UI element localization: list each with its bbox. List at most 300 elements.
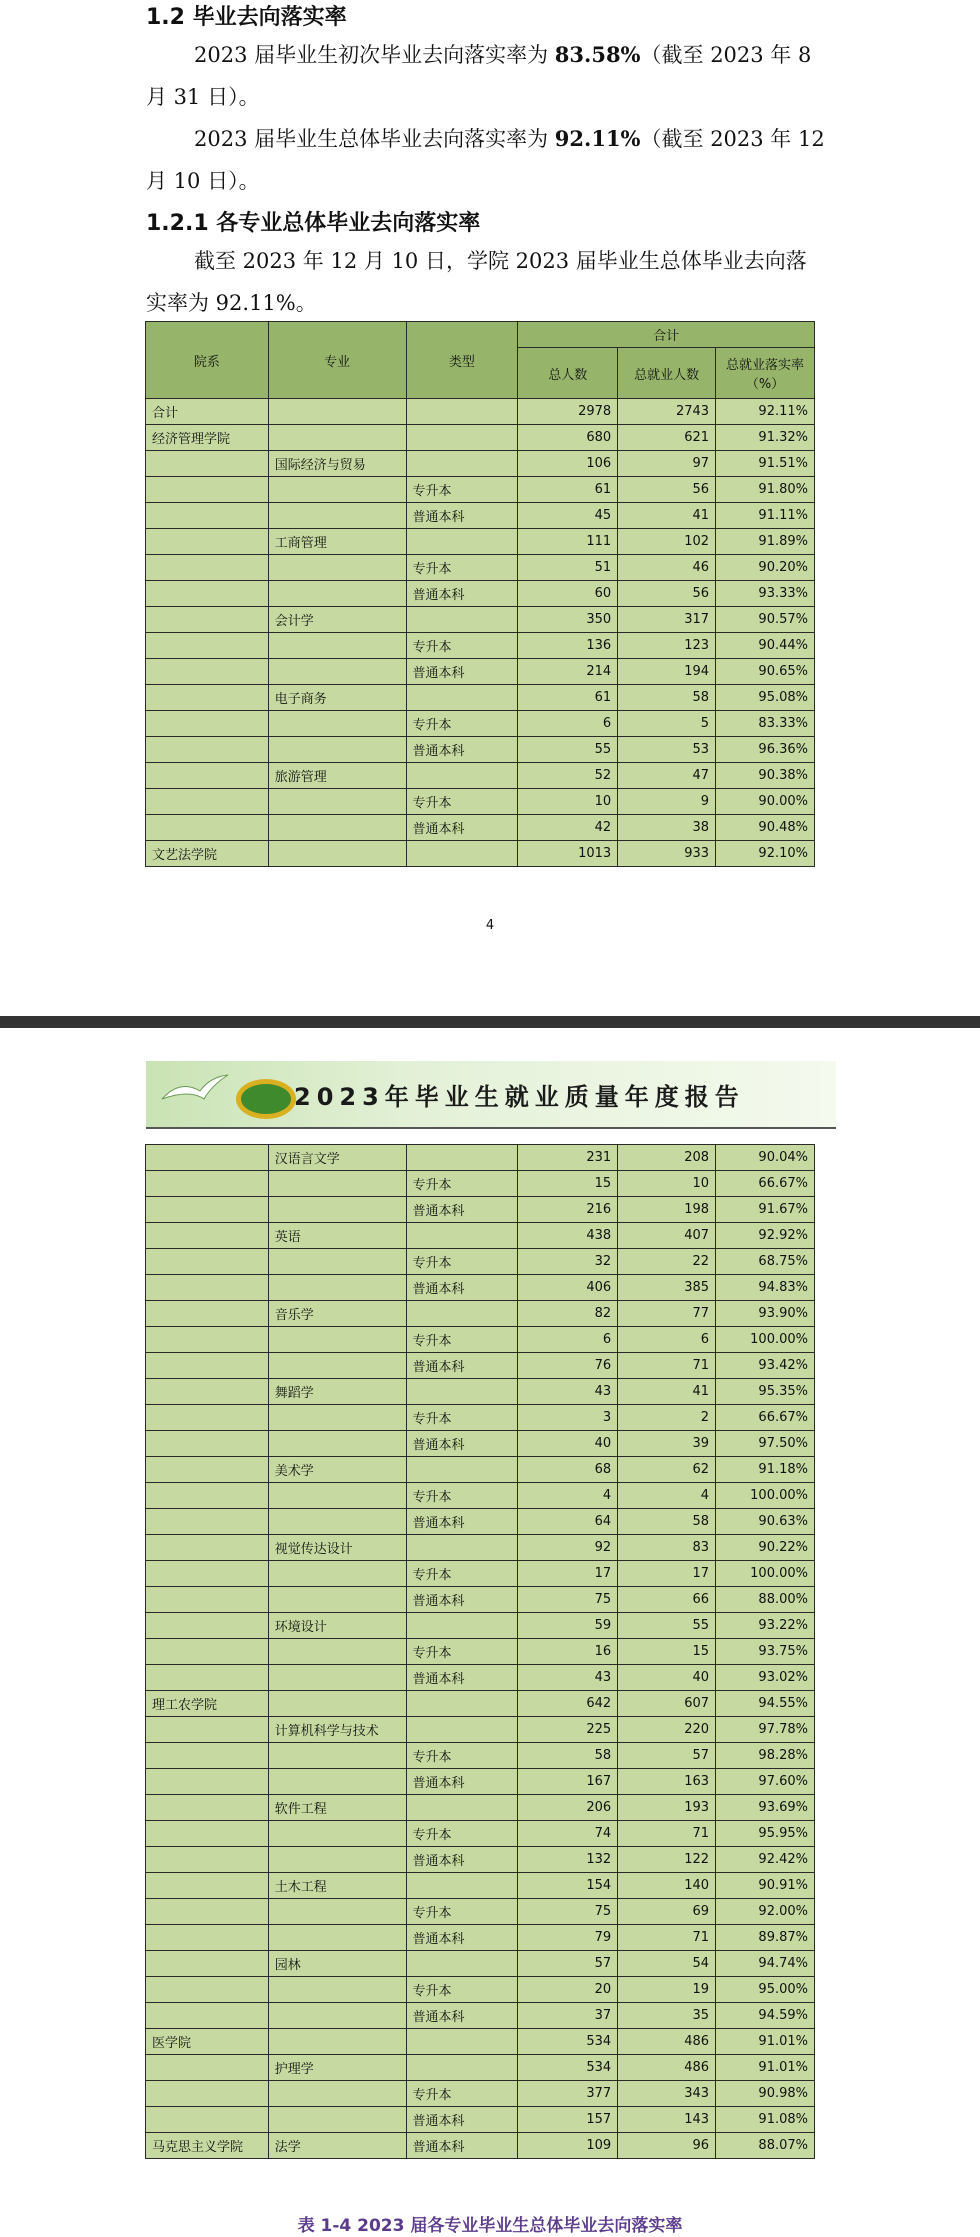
table-row: [146, 1301, 815, 1327]
cell-rate: 88.07%: [716, 2133, 815, 2159]
cell-college: [146, 1847, 269, 1873]
cell-type: [406, 1795, 518, 1821]
cell-type: [406, 607, 518, 633]
cell-rate: 90.04%: [716, 1145, 815, 1171]
cell-college: [146, 477, 269, 503]
cell-total: 42: [518, 815, 618, 841]
cell-type: 专升本: [406, 789, 518, 815]
cell-employed: 208: [618, 1145, 716, 1171]
cell-type: 专升本: [406, 1483, 518, 1509]
cell-type: 专升本: [406, 1639, 518, 1665]
cell-major: 音乐学: [268, 1301, 406, 1327]
cell-major: [268, 1665, 406, 1691]
cell-type: [406, 2029, 518, 2055]
table-row: [146, 2107, 815, 2133]
cell-total: 225: [518, 1717, 618, 1743]
cell-rate: 90.38%: [716, 763, 815, 789]
cell-major: 土木工程: [268, 1873, 406, 1899]
cell-total: 40: [518, 1431, 618, 1457]
cell-rate: 100.00%: [716, 1483, 815, 1509]
table-row: [146, 451, 815, 477]
cell-major: [268, 555, 406, 581]
cell-college: [146, 1509, 269, 1535]
cell-major: 英语: [268, 1223, 406, 1249]
cell-rate: 96.36%: [716, 737, 815, 763]
cell-major: 视觉传达设计: [268, 1535, 406, 1561]
bird-icon: [160, 1069, 230, 1109]
cell-rate: 91.67%: [716, 1197, 815, 1223]
cell-type: 普通本科: [406, 1587, 518, 1613]
table-row: [146, 1951, 815, 1977]
cell-major: [268, 2003, 406, 2029]
banner-title: 2023年毕业生就业质量年度报告: [294, 1083, 745, 1111]
cell-college: [146, 2107, 269, 2133]
cell-total: 10: [518, 789, 618, 815]
cell-major: 汉语言文学: [268, 1145, 406, 1171]
cell-major: [268, 789, 406, 815]
cell-type: 普通本科: [406, 1509, 518, 1535]
col-header-college: 院系: [146, 322, 269, 399]
cell-college: [146, 607, 269, 633]
initial-rate-paragraph: [146, 34, 826, 118]
cell-type: [406, 1873, 518, 1899]
cell-type: 普通本科: [406, 2107, 518, 2133]
cell-rate: 93.33%: [716, 581, 815, 607]
cell-employed: 385: [618, 1275, 716, 1301]
cell-type: 专升本: [406, 1743, 518, 1769]
cell-rate: 90.48%: [716, 815, 815, 841]
cell-employed: 54: [618, 1951, 716, 1977]
cell-total: 377: [518, 2081, 618, 2107]
cell-type: 普通本科: [406, 1275, 518, 1301]
para2-text-a: 2023 届毕业生总体毕业去向落实率为: [194, 127, 555, 151]
cell-rate: 91.80%: [716, 477, 815, 503]
cell-college: [146, 1457, 269, 1483]
cell-college: [146, 1639, 269, 1665]
cell-total: 92: [518, 1535, 618, 1561]
table-row: [146, 1145, 815, 1171]
cell-rate: 90.65%: [716, 659, 815, 685]
table-row: [146, 1509, 815, 1535]
cell-college: [146, 2081, 269, 2107]
cell-employed: 39: [618, 1431, 716, 1457]
cell-type: 专升本: [406, 711, 518, 737]
para1-text-a: 2023 届毕业生初次毕业去向落实率为: [194, 43, 555, 67]
table-row: [146, 659, 815, 685]
cell-employed: 66: [618, 1587, 716, 1613]
cell-type: 专升本: [406, 1249, 518, 1275]
cell-total: 59: [518, 1613, 618, 1639]
cell-total: 132: [518, 1847, 618, 1873]
cell-employed: 407: [618, 1223, 716, 1249]
table-row: [146, 789, 815, 815]
cell-rate: 68.75%: [716, 1249, 815, 1275]
cell-total: 438: [518, 1223, 618, 1249]
cell-employed: 140: [618, 1873, 716, 1899]
cell-college: [146, 1717, 269, 1743]
cell-college: [146, 1275, 269, 1301]
para2-text-b: （截至 2023 年 12 月 10 日）。: [146, 127, 825, 193]
cell-major: 旅游管理: [268, 763, 406, 789]
cell-major: [268, 1327, 406, 1353]
table-row: [146, 1405, 815, 1431]
table-row: [146, 2055, 815, 2081]
cell-college: [146, 1743, 269, 1769]
cell-total: 32: [518, 1249, 618, 1275]
cell-college: 理工农学院: [146, 1691, 269, 1717]
cell-employed: 96: [618, 2133, 716, 2159]
cell-total: 43: [518, 1665, 618, 1691]
cell-rate: 95.08%: [716, 685, 815, 711]
table-row: [146, 555, 815, 581]
cell-rate: 95.35%: [716, 1379, 815, 1405]
cell-rate: 91.01%: [716, 2029, 815, 2055]
cell-employed: 71: [618, 1925, 716, 1951]
cell-employed: 10: [618, 1171, 716, 1197]
cell-total: 51: [518, 555, 618, 581]
report-page-5: [0, 1028, 980, 2237]
overall-rate-paragraph: [146, 118, 826, 202]
cell-type: 普通本科: [406, 1197, 518, 1223]
subsection-heading: 1.2.1 各专业总体毕业去向落实率: [146, 211, 481, 236]
cell-rate: 93.90%: [716, 1301, 815, 1327]
cell-total: 406: [518, 1275, 618, 1301]
cell-rate: 98.28%: [716, 1743, 815, 1769]
cell-college: 马克思主义学院: [146, 2133, 269, 2159]
table-row: [146, 1353, 815, 1379]
cell-total: 534: [518, 2029, 618, 2055]
cell-total: 75: [518, 1899, 618, 1925]
cell-employed: 56: [618, 477, 716, 503]
cell-total: 350: [518, 607, 618, 633]
cell-employed: 4: [618, 1483, 716, 1509]
cell-type: 普通本科: [406, 737, 518, 763]
cell-college: [146, 451, 269, 477]
cell-college: [146, 1821, 269, 1847]
cell-college: [146, 1795, 269, 1821]
cell-major: [268, 1483, 406, 1509]
cell-major: [268, 1275, 406, 1301]
table-row: [146, 1925, 815, 1951]
cell-type: [406, 1223, 518, 1249]
cell-total: 15: [518, 1171, 618, 1197]
cell-employed: 69: [618, 1899, 716, 1925]
cell-employed: 122: [618, 1847, 716, 1873]
cell-college: [146, 1665, 269, 1691]
table-row: [146, 1197, 815, 1223]
cell-rate: 91.08%: [716, 2107, 815, 2133]
cell-rate: 91.89%: [716, 529, 815, 555]
cell-type: 专升本: [406, 1899, 518, 1925]
table-row: [146, 1743, 815, 1769]
table-row: [146, 815, 815, 841]
cell-college: [146, 1431, 269, 1457]
cell-rate: 66.67%: [716, 1171, 815, 1197]
overall-rate-value: 92.11%: [554, 126, 641, 151]
cell-total: 17: [518, 1561, 618, 1587]
table-row: [146, 1847, 815, 1873]
cell-employed: 17: [618, 1561, 716, 1587]
cell-employed: 83: [618, 1535, 716, 1561]
section-heading: 1.2 毕业去向落实率: [146, 5, 347, 30]
cell-major: 舞蹈学: [268, 1379, 406, 1405]
cell-college: [146, 2055, 269, 2081]
col-header-employed: 总就业人数: [618, 348, 716, 399]
cell-major: [268, 1405, 406, 1431]
table-row: [146, 1899, 815, 1925]
table-row: [146, 711, 815, 737]
cell-major: [268, 633, 406, 659]
cell-total: 3: [518, 1405, 618, 1431]
table-row: [146, 1275, 815, 1301]
cell-rate: 94.83%: [716, 1275, 815, 1301]
cell-rate: 94.55%: [716, 1691, 815, 1717]
table-row: [146, 607, 815, 633]
table-row: [146, 1379, 815, 1405]
cell-employed: 53: [618, 737, 716, 763]
cell-rate: 92.11%: [716, 399, 815, 425]
table-row: [146, 1561, 815, 1587]
cell-major: [268, 1561, 406, 1587]
table-row: [146, 399, 815, 425]
cell-type: [406, 1457, 518, 1483]
para1-text-b: （截至 2023 年 8 月 31 日）。: [146, 43, 812, 109]
cell-rate: 92.10%: [716, 841, 815, 867]
cell-employed: 46: [618, 555, 716, 581]
cell-total: 680: [518, 425, 618, 451]
cell-major: 国际经济与贸易: [268, 451, 406, 477]
cell-college: 文艺法学院: [146, 841, 269, 867]
cell-employed: 194: [618, 659, 716, 685]
cell-rate: 92.92%: [716, 1223, 815, 1249]
cell-total: 154: [518, 1873, 618, 1899]
table-row: [146, 737, 815, 763]
cell-type: 普通本科: [406, 1847, 518, 1873]
cell-employed: 57: [618, 1743, 716, 1769]
cell-total: 106: [518, 451, 618, 477]
cell-rate: 93.22%: [716, 1613, 815, 1639]
cell-college: [146, 1613, 269, 1639]
cell-total: 61: [518, 477, 618, 503]
cell-college: [146, 763, 269, 789]
cell-college: [146, 633, 269, 659]
cell-rate: 97.50%: [716, 1431, 815, 1457]
cell-type: 普通本科: [406, 2133, 518, 2159]
cell-major: [268, 2029, 406, 2055]
cell-major: 环境设计: [268, 1613, 406, 1639]
cell-type: [406, 451, 518, 477]
cell-total: 109: [518, 2133, 618, 2159]
cell-college: [146, 1379, 269, 1405]
cell-total: 6: [518, 1327, 618, 1353]
cell-college: [146, 1145, 269, 1171]
cell-employed: 220: [618, 1717, 716, 1743]
cell-employed: 102: [618, 529, 716, 555]
cell-major: [268, 1171, 406, 1197]
cell-employed: 486: [618, 2029, 716, 2055]
cell-major: [268, 1431, 406, 1457]
cell-college: [146, 1977, 269, 2003]
cell-total: 534: [518, 2055, 618, 2081]
cell-type: 专升本: [406, 477, 518, 503]
cell-college: [146, 789, 269, 815]
cell-total: 6: [518, 711, 618, 737]
cell-type: 普通本科: [406, 815, 518, 841]
cell-employed: 123: [618, 633, 716, 659]
cell-major: [268, 1691, 406, 1717]
cell-employed: 58: [618, 685, 716, 711]
col-header-rate: 总就业落实率（%）: [716, 348, 815, 399]
initial-rate-value: 83.58%: [554, 42, 641, 67]
cell-college: [146, 1535, 269, 1561]
cell-type: 普通本科: [406, 503, 518, 529]
cell-employed: 97: [618, 451, 716, 477]
cell-rate: 92.42%: [716, 1847, 815, 1873]
cell-college: [146, 737, 269, 763]
cell-rate: 93.69%: [716, 1795, 815, 1821]
cell-total: 642: [518, 1691, 618, 1717]
cell-major: 园林: [268, 1951, 406, 1977]
table-row: [146, 685, 815, 711]
cell-type: 专升本: [406, 1327, 518, 1353]
cell-employed: 343: [618, 2081, 716, 2107]
table-row: [146, 1483, 815, 1509]
table-caption: 表 1-4 2023 届各专业毕业生总体毕业去向落实率: [297, 2216, 683, 2236]
cell-rate: 83.33%: [716, 711, 815, 737]
cell-major: [268, 1821, 406, 1847]
cell-major: [268, 1197, 406, 1223]
cell-total: 216: [518, 1197, 618, 1223]
cell-type: [406, 1145, 518, 1171]
table-row: [146, 1873, 815, 1899]
table-row: [146, 529, 815, 555]
cell-employed: 35: [618, 2003, 716, 2029]
table-row: [146, 425, 815, 451]
cell-major: 护理学: [268, 2055, 406, 2081]
cell-employed: 77: [618, 1301, 716, 1327]
cell-type: 专升本: [406, 555, 518, 581]
cell-major: [268, 581, 406, 607]
cell-type: [406, 685, 518, 711]
cell-rate: 90.00%: [716, 789, 815, 815]
cell-total: 136: [518, 633, 618, 659]
summary-paragraph: [146, 240, 826, 324]
col-header-major: 专业: [268, 322, 406, 399]
cell-major: [268, 1509, 406, 1535]
cell-total: 52: [518, 763, 618, 789]
cell-total: 206: [518, 1795, 618, 1821]
employment-rate-table-part1: [145, 321, 815, 867]
cell-total: 37: [518, 2003, 618, 2029]
cell-employed: 933: [618, 841, 716, 867]
cell-college: [146, 1951, 269, 1977]
cell-major: [268, 477, 406, 503]
cell-type: [406, 1301, 518, 1327]
cell-rate: 91.32%: [716, 425, 815, 451]
cell-college: 合计: [146, 399, 269, 425]
cell-major: [268, 841, 406, 867]
cell-college: [146, 529, 269, 555]
cell-rate: 90.22%: [716, 1535, 815, 1561]
cell-college: [146, 1925, 269, 1951]
cell-employed: 58: [618, 1509, 716, 1535]
report-page-4: [0, 0, 980, 1016]
table-row: [146, 2081, 815, 2107]
cell-college: [146, 1899, 269, 1925]
cell-major: [268, 711, 406, 737]
table-row: [146, 1171, 815, 1197]
cell-college: [146, 1223, 269, 1249]
cell-major: [268, 2107, 406, 2133]
table-row: [146, 1769, 815, 1795]
cell-rate: 88.00%: [716, 1587, 815, 1613]
cell-college: [146, 711, 269, 737]
cell-employed: 40: [618, 1665, 716, 1691]
cell-employed: 198: [618, 1197, 716, 1223]
table-row: [146, 1821, 815, 1847]
cell-total: 60: [518, 581, 618, 607]
cell-type: [406, 529, 518, 555]
table-row: [146, 1639, 815, 1665]
cell-type: [406, 1379, 518, 1405]
table-row: [146, 1691, 815, 1717]
table-row: [146, 477, 815, 503]
cell-rate: 91.51%: [716, 451, 815, 477]
cell-total: 1013: [518, 841, 618, 867]
cell-rate: 90.57%: [716, 607, 815, 633]
cell-total: 167: [518, 1769, 618, 1795]
col-header-type: 类型: [406, 322, 518, 399]
cell-employed: 621: [618, 425, 716, 451]
cell-type: 普通本科: [406, 1353, 518, 1379]
cell-college: [146, 685, 269, 711]
cell-employed: 62: [618, 1457, 716, 1483]
cell-major: [268, 1847, 406, 1873]
cell-college: [146, 1561, 269, 1587]
cell-rate: 97.78%: [716, 1717, 815, 1743]
cell-major: 法学: [268, 2133, 406, 2159]
cell-rate: 95.95%: [716, 1821, 815, 1847]
cell-rate: 90.20%: [716, 555, 815, 581]
cell-rate: 93.42%: [716, 1353, 815, 1379]
table-row: [146, 1977, 815, 2003]
cell-college: [146, 2003, 269, 2029]
col-header-total: 总人数: [518, 348, 618, 399]
table-row: [146, 1249, 815, 1275]
cell-type: 普通本科: [406, 581, 518, 607]
cell-major: 软件工程: [268, 1795, 406, 1821]
cell-type: 普通本科: [406, 1665, 518, 1691]
cell-major: [268, 659, 406, 685]
cell-type: [406, 2055, 518, 2081]
cell-total: 16: [518, 1639, 618, 1665]
cell-major: [268, 1899, 406, 1925]
table-row: [146, 1431, 815, 1457]
table-row: [146, 1665, 815, 1691]
cell-employed: 38: [618, 815, 716, 841]
cell-total: 82: [518, 1301, 618, 1327]
cell-employed: 193: [618, 1795, 716, 1821]
cell-employed: 317: [618, 607, 716, 633]
cell-total: 231: [518, 1145, 618, 1171]
cell-rate: 100.00%: [716, 1561, 815, 1587]
cell-total: 2978: [518, 399, 618, 425]
cell-rate: 94.59%: [716, 2003, 815, 2029]
cell-college: [146, 1483, 269, 1509]
cell-type: 专升本: [406, 2081, 518, 2107]
cell-college: [146, 1769, 269, 1795]
cell-type: 普通本科: [406, 1925, 518, 1951]
